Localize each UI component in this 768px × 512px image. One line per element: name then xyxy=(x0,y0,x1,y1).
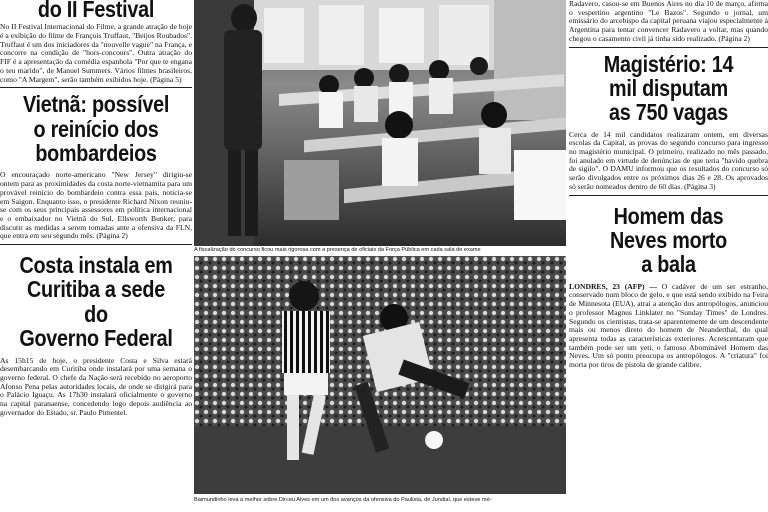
vietna-body: O encouraçado norte-americano "New Jersey" dirigiu-se ontem para as proximidades da costa norte-vietnamita para um provável reinício do bombardeio contra essa país, noticia-se em Saigon. Enquanto isso, o presidente Richard Nixon reuniu-se com os seus principais assessores em política internacional e o embaixador no Vietnã do Sul, Ellsworth Bunker, para discutir as medidas a serem tomadas ante a ofensiva da FLN, que entra em seu segundo mês. (Página 2) xyxy=(0,170,192,241)
divider xyxy=(0,87,192,88)
homem-headline-line-1: Homem das xyxy=(613,202,724,229)
radavero-body: Radavero, casou-se em Buenos Aires no dia 10 de março, afirma o vespertino argentino "Le Bazos". Segundo o jornal, um emissário do arcebispo da capital peruana viajou especialmente à Argentina para tentar convencer Radavero a voltar, mas quando chegou o casamento civil já tinha sido realizado. (Página 2) xyxy=(569,0,768,43)
football-image xyxy=(194,256,566,494)
middle-column xyxy=(194,0,566,512)
costa-headline-line-2: Curitiba a sede do xyxy=(27,276,165,327)
divider xyxy=(0,244,192,245)
vietna-headline-line-2: o reinício dos xyxy=(33,115,159,142)
festival-headline: do II Festival xyxy=(37,0,155,22)
exam-room-image xyxy=(194,0,566,246)
homem-headline xyxy=(583,204,754,277)
costa-headline xyxy=(13,253,178,351)
costa-body: As 15h15 de hoje, o presidente Costa e Silva estará desembarcando em Curitiba onde instalará por uma semana o governo federal. O chefe da Nação será recebido no aeroporto Afonso Pena pelas autoridades locais, de onde se dirigirá para o Palácio Iguaçu. As 17h30 instalará oficialmente o governo na capital paranaense, concedendo logo depois audiência ao governador do Estado, sr. Paulo Pimentel. xyxy=(0,355,192,417)
football-photo xyxy=(194,256,566,494)
divider xyxy=(569,195,768,196)
costa-headline-line-3: Governo Federal xyxy=(19,325,173,352)
vietna-headline-line-3: bombardeios xyxy=(35,140,157,167)
left-column xyxy=(0,0,192,417)
festival-body: No II Festival Internacional do Filme, a grande atração de hoje é a exibição do filme de François Truffaut, "Beijos Roubados". Truffaut é um dos iniciadores da "nouvelle vague" na França, e concorre na condição de "hors-concours". Outra atração do FIF é a apresentação da comédia espanhola "Por que te engana o teu marido", de Manuel Summers. Vários filmes brasileiros, como "A Margem", serão também exibidos hoje. (Página 5) xyxy=(0,22,192,84)
costa-headline-line-1: Costa instala em xyxy=(19,252,173,279)
homem-dateline: LONDRES, 23 (AFP) — xyxy=(569,281,657,291)
magisterio-headline xyxy=(583,52,754,125)
homem-headline-line-3: a bala xyxy=(641,251,696,278)
homem-body: O cadáver de um ser estranho, conservado num bloco de gelo, e que está sendo exibido na Feira de Minnesota (EUA), atrai a atenção dos antropólogos, anunciou o professor Magnus Linklater no "Sunday Times" de Londres. Segundo os cientistas, trata-se aparentemente de um descendente mais ou menos direto do homem de Neanderthal, do qual apresenta todas as características exteriores. Acrescentaram que também pode ser um yeti, o famoso Abominável Homem das Neves. Um só ponto preocupa os antropólogos. A "criatura" foi morta por tiros de pistola de grande calibre. xyxy=(569,281,768,370)
magisterio-headline-line-2: mil disputam xyxy=(609,74,728,101)
divider xyxy=(569,47,768,48)
magisterio-body: Cerca de 14 mil candidatos realizaram ontem, em diversas escolas da Capital, as provas do segundo concurso para ingresso no magistério municipal. O primeiro, realizado no mês passado, foi anulado em virtude de denúncias de que teria "havido quebra de sigilo". O DAMU informou que os resultados do concurso só serão divulgados entre os próximos dias 26 e 28. Os aprovados só serão nomeados dentro de 60 dias. (Página 3) xyxy=(569,129,768,191)
exam-room-photo xyxy=(194,0,566,246)
homem-headline-line-2: Neves morto xyxy=(610,226,727,253)
right-column xyxy=(569,0,768,370)
magisterio-headline-line-1: Magistério: 14 xyxy=(603,50,734,77)
football-caption: Baimundinho leva a melhor sobre Dirceu Alves em um dos avanços da ofensiva do Paulista, de Jundiaí, que esteve mé- xyxy=(194,497,492,503)
homem-article xyxy=(569,283,768,370)
exam-room-caption: A fiscalização do concurso ficou mais rigorosa com a presença de oficiais da Força Pública em cada sala de exame xyxy=(194,247,481,253)
vietna-headline-line-1: Vietnã: possível xyxy=(22,91,170,118)
vietna-headline xyxy=(13,92,178,165)
magisterio-headline-line-3: as 750 vagas xyxy=(608,99,728,126)
